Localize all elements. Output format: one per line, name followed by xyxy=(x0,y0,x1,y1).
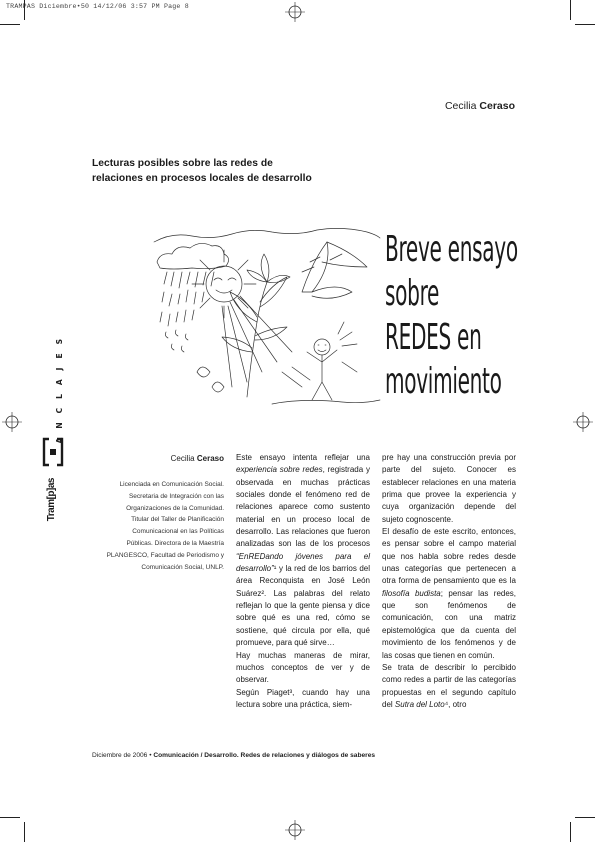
bio-line: Secretaria de Integración con las xyxy=(128,492,224,500)
body-paragraph: Hay muchas maneras de mirar, muchos conceptos de ver y de observar. xyxy=(236,650,370,685)
bio-line: Comunicacional en las Políticas xyxy=(132,528,224,536)
body-paragraph: Este ensayo intenta reflejar una experiencia sobre redes, registrada y observada en muchas prácticas sociales donde el fenómeno red de relaciones aparece como sustento material en un proceso local de desarrollo. Las relaciones que fueron analizadas son las de los procesos “EnREDando jóvenes para el desarrollo”¹ y la red de los barrios del área Reconquista en José León Suárez². Las palabras del relato reflejan lo que la gente piensa y dice sobre qué es una red, cómo se sostiene, qué circula por ella, qué promueve, para qué sirve… xyxy=(236,453,370,648)
header-author xyxy=(445,100,515,112)
bio-line: Comunicación Social, UNLP. xyxy=(141,563,224,571)
bio-line: PLANGESCO, Facultad de Periodismo y xyxy=(106,551,224,559)
bio-line: Públicas. Directora de la Maestría xyxy=(126,539,224,547)
bio-author xyxy=(100,454,224,463)
crop-mark xyxy=(570,0,571,20)
crop-mark xyxy=(575,817,595,818)
footer-bullet: • xyxy=(149,752,152,759)
body-paragraph: Según Piaget³, cuando hay una lectura sobre una práctica, siem- xyxy=(236,687,370,709)
subtitle-line: Lecturas posibles sobre las redes de xyxy=(92,158,273,169)
subtitle-line: relaciones en procesos locales de desarrollo xyxy=(92,173,312,184)
registration-mark-right xyxy=(573,412,593,432)
registration-mark-bottom xyxy=(285,820,305,840)
bracket-logo-icon xyxy=(42,437,64,467)
crop-mark xyxy=(24,0,25,20)
section-label: ANCLAJES xyxy=(55,330,64,444)
author-bio xyxy=(100,479,224,573)
bio-line: Licenciada en Comunicación Social. xyxy=(119,481,224,488)
title-line: REDES en xyxy=(385,317,482,358)
title-line: sobre xyxy=(385,273,440,314)
footer-journal: Comunicación / Desarrollo. Redes de relaciones y diálogos de saberes xyxy=(153,752,376,759)
bio-line: Organizaciones de la Comunidad. xyxy=(126,504,224,512)
crop-mark xyxy=(0,817,20,818)
registration-mark-left xyxy=(2,412,22,432)
article-title xyxy=(385,228,518,404)
crop-mark xyxy=(0,24,20,25)
title-line: movimiento xyxy=(385,361,502,402)
page-footer xyxy=(92,752,375,759)
body-column-2 xyxy=(382,452,516,711)
article-subtitle xyxy=(92,156,352,186)
print-slug: TRAMPAS Diciembre•50 14/12/06 3:57 PM Page 8 xyxy=(6,3,189,10)
bio-line: Titular del Taller de Planificación xyxy=(131,516,224,524)
journal-logo: Tram[p]as xyxy=(46,478,57,522)
bio-author-first: Cecilia xyxy=(170,454,195,463)
header-author-first: Cecilia xyxy=(444,100,477,112)
body-paragraph: Se trata de describir lo percibido como redes a partir de las categorías propuestas en el segundo capítulo del Sutra del Loto⁴, otro xyxy=(382,662,516,709)
body-paragraph: pre hay una construcción previa por parte del sujeto. Conocer es establecer relaciones en una materia prima que provee la experiencia y cuya organización depende del sujeto cognoscente. xyxy=(382,453,516,524)
registration-mark-top xyxy=(285,2,305,22)
title-line: Breve ensayo xyxy=(385,229,518,270)
bio-author-last: Ceraso xyxy=(196,454,224,463)
footer-date: Diciembre de 2006 xyxy=(92,752,148,759)
illustration-drawing xyxy=(152,222,382,407)
crop-mark xyxy=(24,822,25,842)
crop-mark xyxy=(575,24,595,25)
body-column-1 xyxy=(236,452,370,711)
crop-mark xyxy=(570,822,571,842)
header-author-last: Ceraso xyxy=(479,100,515,112)
body-paragraph: El desafío de este escrito, entonces, es pensar sobre el campo material que nos habla sobre redes desde unas categorías que pertenecen a otra forma de pensamiento que es la filosofía budista; pensar las redes, que son fenómenos de comunicación, con una matriz epistemológica que da cuenta del movimiento de los fenómenos y de las cosas que tienen en común. xyxy=(382,527,517,660)
